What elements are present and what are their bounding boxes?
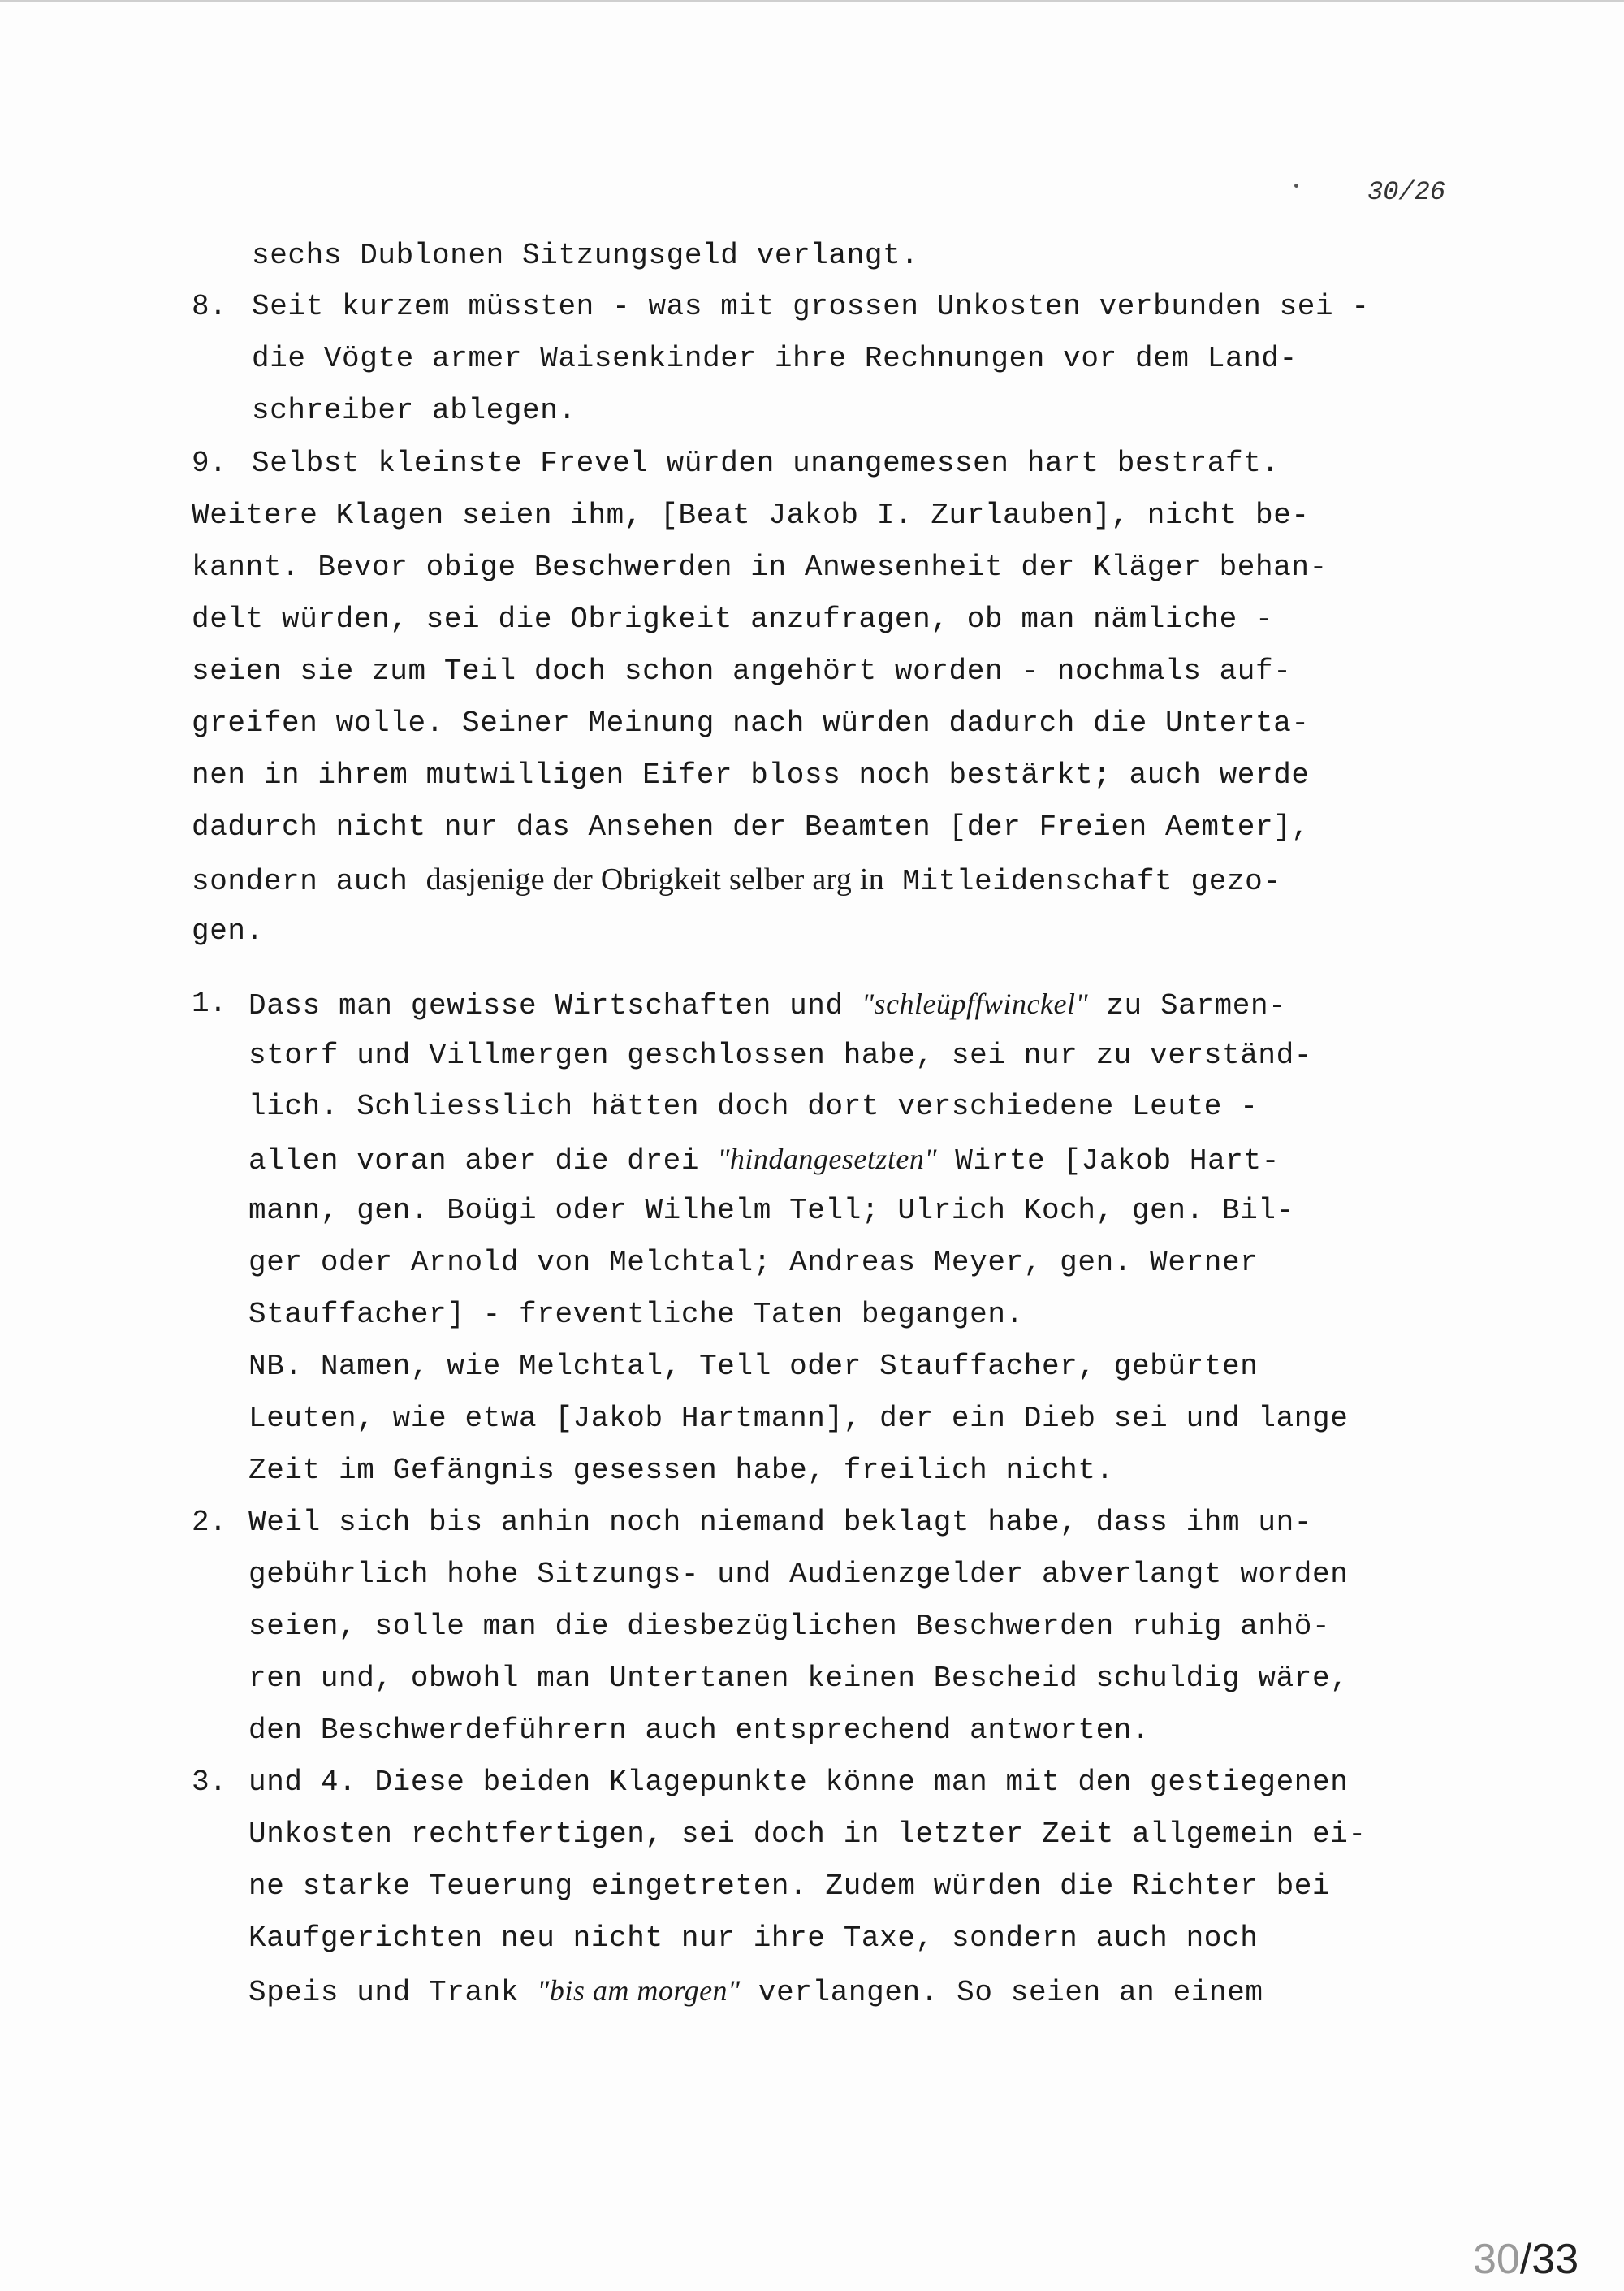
text-line: Weitere Klagen seien ihm, [Beat Jakob I. Zurlauben], nicht be-: [192, 499, 1310, 532]
text-line: ger oder Arnold von Melchtal; Andreas Meyer, gen. Werner: [248, 1246, 1259, 1279]
text-line: allen voran aber die drei "hindangesetzten" Wirte [Jakob Hart-: [248, 1143, 1280, 1178]
text-line: schreiber ablegen.: [252, 394, 577, 427]
text-line: mann, gen. Boügi oder Wilhelm Tell; Ulrich Koch, gen. Bil-: [248, 1194, 1294, 1227]
text-line: lich. Schliesslich hätten doch dort verschiedene Leute -: [248, 1090, 1259, 1123]
item-number: 9.: [192, 447, 227, 480]
scan-edge: [0, 0, 1624, 2]
text-line: seien, solle man die diesbezüglichen Beschwerden ruhig anhö-: [248, 1610, 1331, 1643]
text-line: die Vögte armer Waisenkinder ihre Rechnungen vor dem Land-: [252, 342, 1298, 375]
text-line: storf und Villmergen geschlossen habe, sei nur zu verständ-: [248, 1039, 1313, 1072]
speck-mark: [1294, 184, 1298, 188]
text-line: seien sie zum Teil doch schon angehört worden - nochmals auf-: [192, 655, 1292, 688]
text-line: und 4. Diese beiden Klagepunkte könne man mit den gestiegenen: [248, 1766, 1349, 1799]
text-line: gebührlich hohe Sitzungs- und Audienzgelder abverlangt worden: [248, 1558, 1349, 1591]
text-line: dadurch nicht nur das Ansehen der Beamten [der Freien Aemter],: [192, 810, 1310, 844]
quoted-term: "schleüpffwinckel": [861, 988, 1089, 1020]
text-line: Dass man gewisse Wirtschaften und "schleüpffwinckel" zu Sarmen-: [248, 988, 1287, 1022]
text-line: Stauffacher] - freventliche Taten begangen.: [248, 1298, 1024, 1331]
item-number: 2.: [192, 1506, 227, 1539]
text-line: sondern auch dasjenige der Obrigkeit selber arg in Mitleidenschaft gezo-: [192, 862, 1281, 898]
text-line: Selbst kleinste Frevel würden unangemessen hart bestraft.: [252, 447, 1280, 480]
text-line: Seit kurzem müssten - was mit grossen Unkosten verbunden sei -: [252, 290, 1370, 323]
quoted-term: "hindangesetzten": [717, 1143, 938, 1175]
text-line: kannt. Bevor obige Beschwerden in Anwesenheit der Kläger behan-: [192, 551, 1328, 584]
text-line: den Beschwerdeführern auch entsprechend antworten.: [248, 1714, 1151, 1747]
text-line: gen.: [192, 914, 264, 948]
item-number: 8.: [192, 290, 227, 323]
text-line: NB. Namen, wie Melchtal, Tell oder Stauffacher, gebürten: [248, 1350, 1259, 1383]
text-line: Speis und Trank "bis am morgen" verlangen. So seien an einem: [248, 1974, 1263, 2009]
text-line: Kaufgerichten neu nicht nur ihre Taxe, sondern auch noch: [248, 1921, 1259, 1955]
text-line: Weil sich bis anhin noch niemand beklagt habe, dass ihm un-: [248, 1506, 1313, 1539]
text-line: nen in ihrem mutwilligen Eifer bloss noch bestärkt; auch werde: [192, 759, 1310, 792]
text-line: ren und, obwohl man Untertanen keinen Bescheid schuldig wäre,: [248, 1662, 1349, 1695]
text-line: Unkosten rechtfertigen, sei doch in letzter Zeit allgemein ei-: [248, 1818, 1367, 1851]
text-line: Leuten, wie etwa [Jakob Hartmann], der ein Dieb sei und lange: [248, 1402, 1349, 1435]
item-number: 3.: [192, 1766, 227, 1799]
text-line: ne starke Teuerung eingetreten. Zudem würden die Richter bei: [248, 1870, 1331, 1903]
text-line: Zeit im Gefängnis gesessen habe, freilich nicht.: [248, 1454, 1114, 1487]
archive-number: 30/33: [1473, 2236, 1579, 2283]
text-line: delt würden, sei die Obrigkeit anzufragen, ob man nämliche -: [192, 603, 1274, 636]
page-number: 30/26: [1367, 177, 1446, 207]
quoted-term: "bis am morgen": [537, 1974, 741, 2007]
text-line: greifen wolle. Seiner Meinung nach würden dadurch die Unterta-: [192, 707, 1310, 740]
item-number: 1.: [192, 987, 227, 1020]
text-line: sechs Dublonen Sitzungsgeld verlangt.: [252, 239, 919, 272]
